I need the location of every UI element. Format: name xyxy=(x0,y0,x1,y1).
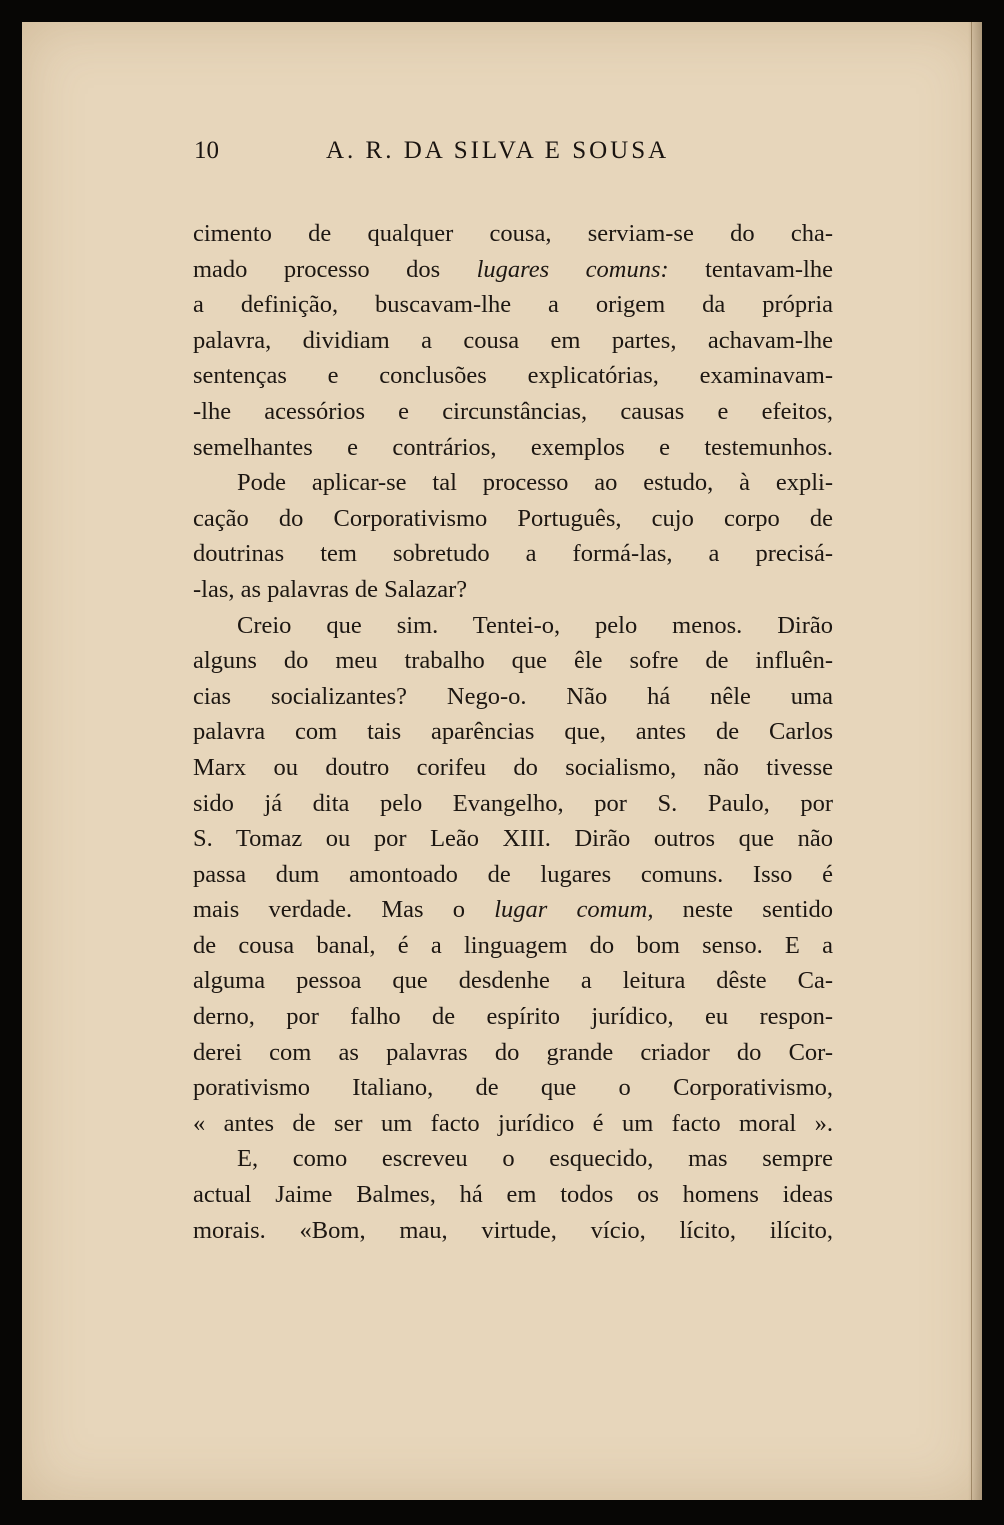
text-segment: semelhantes e contrários, exemplos e testemunhos. xyxy=(193,433,833,461)
text-segment: derno, por falho de espírito jurídico, eu respon- xyxy=(193,1003,833,1031)
text-segment: de cousa banal, é a linguagem do bom senso. E a xyxy=(193,931,833,959)
text-line xyxy=(193,358,833,394)
text-line xyxy=(193,394,833,430)
text-line xyxy=(193,857,833,893)
text-line xyxy=(193,892,833,928)
text-line xyxy=(193,252,833,288)
text-segment: alguma pessoa que desdenhe a leitura dêste Ca- xyxy=(193,967,833,995)
text-segment: « antes de ser um facto jurídico é um facto moral ». xyxy=(193,1109,833,1137)
text-line xyxy=(193,679,833,715)
text-line xyxy=(193,1035,833,1071)
text-line xyxy=(193,216,833,252)
text-line xyxy=(193,1106,833,1142)
text-line xyxy=(193,1141,833,1177)
text-line xyxy=(193,643,833,679)
text-line xyxy=(193,287,833,323)
running-head: A. R. DA SILVA E SOUSA xyxy=(326,137,670,164)
text-segment: doutrinas tem sobretudo a formá-las, a precisá- xyxy=(193,540,833,568)
italic-term: lugar comum, xyxy=(494,896,654,924)
text-segment: E, como escreveu o esquecido, mas sempre xyxy=(237,1145,833,1173)
text-segment: derei com as palavras do grande criador do Cor- xyxy=(193,1038,833,1066)
text-line xyxy=(193,608,833,644)
text-segment: cias socializantes? Nego-o. Não há nêle uma xyxy=(193,682,833,710)
text-segment: Creio que sim. Tentei-o, pelo menos. Dirão xyxy=(237,611,833,639)
text-line xyxy=(193,465,833,501)
text-line xyxy=(193,963,833,999)
italic-term: lugares comuns: xyxy=(476,255,669,283)
text-segment: alguns do meu trabalho que êle sofre de influên- xyxy=(193,647,833,675)
text-line xyxy=(193,1177,833,1213)
text-segment: passa dum amontoado de lugares comuns. Isso é xyxy=(193,860,833,888)
text-line xyxy=(193,1213,833,1249)
text-line xyxy=(193,430,833,466)
text-segment: sido já dita pelo Evangelho, por S. Paulo, por xyxy=(193,789,833,817)
text-segment: mado processo dos xyxy=(193,255,477,283)
text-line xyxy=(193,750,833,786)
text-segment: palavra, dividiam a cousa em partes, achavam-lhe xyxy=(193,326,833,354)
text-segment: cimento de qualquer cousa, serviam-se do cha- xyxy=(193,220,833,247)
text-line xyxy=(193,928,833,964)
text-segment: -las, as palavras de Salazar? xyxy=(193,575,468,603)
text-segment: a definição, buscavam-lhe a origem da própria xyxy=(193,291,833,319)
text-segment: sentenças e conclusões explicatórias, examinavam- xyxy=(193,362,833,390)
page-number: 10 xyxy=(194,137,219,164)
text-segment: palavra com tais aparências que, antes de Carlos xyxy=(193,718,833,746)
text-line xyxy=(193,786,833,822)
text-line xyxy=(193,999,833,1035)
text-segment: -lhe acessórios e circunstâncias, causas e efeitos, xyxy=(193,397,833,425)
text-segment: porativismo Italiano, de que o Corporativismo, xyxy=(193,1074,833,1102)
text-segment: tentavam-lhe xyxy=(668,255,833,283)
text-segment: neste sentido xyxy=(653,896,833,924)
text-line xyxy=(193,821,833,857)
text-segment: morais. «Bom, mau, virtude, vício, lícito, ilícito, xyxy=(193,1216,833,1244)
text-line xyxy=(193,572,833,608)
text-segment: Pode aplicar-se tal processo ao estudo, à expli- xyxy=(237,469,833,497)
text-segment: cação do Corporativismo Português, cujo corpo de xyxy=(193,504,833,532)
page-header xyxy=(194,135,834,167)
text-line xyxy=(193,536,833,572)
text-segment: mais verdade. Mas o xyxy=(193,896,495,924)
text-segment: actual Jaime Balmes, há em todos os homens ideas xyxy=(193,1181,833,1209)
text-line xyxy=(193,714,833,750)
text-line xyxy=(193,1070,833,1106)
body-text xyxy=(193,216,833,1248)
page-edge xyxy=(971,22,972,1500)
text-line xyxy=(193,501,833,537)
text-segment: S. Tomaz ou por Leão XIII. Dirão outros que não xyxy=(193,825,833,853)
text-line xyxy=(193,323,833,359)
text-segment: Marx ou doutro corifeu do socialismo, não tivesse xyxy=(193,753,833,781)
